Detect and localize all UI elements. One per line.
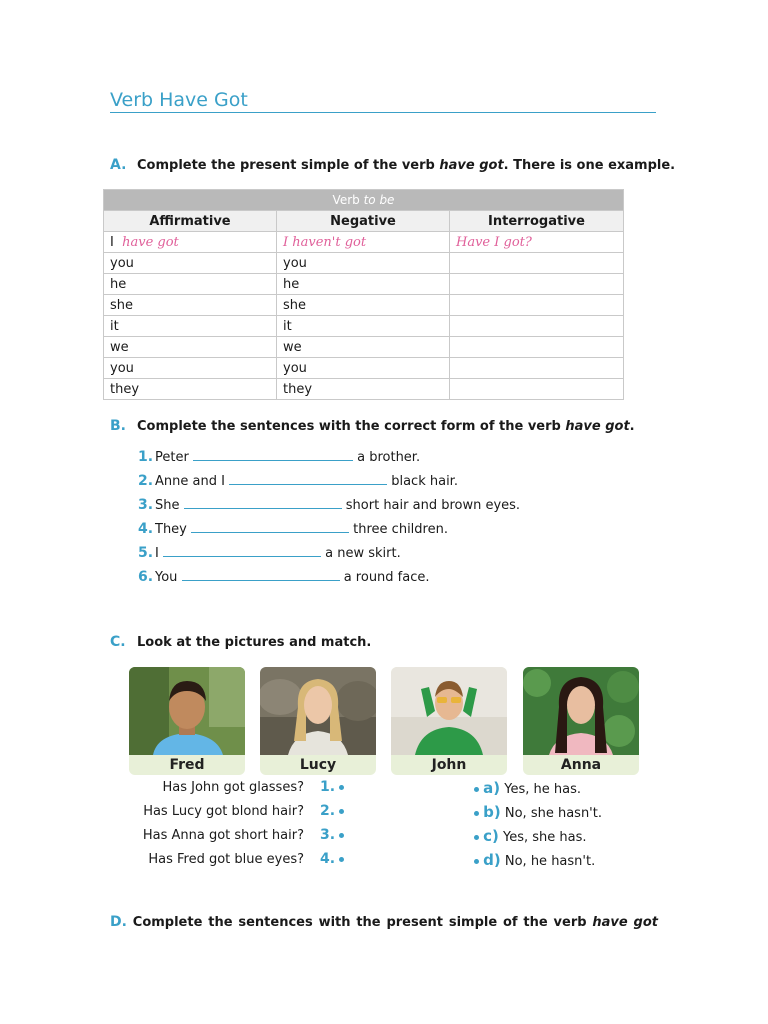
section-d-letter: D. [110, 914, 127, 930]
table-row [104, 232, 624, 253]
interrogative-cell[interactable] [450, 379, 624, 400]
interrogative-cell[interactable] [450, 295, 624, 316]
sentence-item [138, 521, 448, 537]
answer-letter: d) [483, 851, 501, 869]
sentence-end: short hair and brown eyes. [345, 498, 521, 513]
match-question-marker[interactable] [320, 827, 344, 843]
table-caption [104, 190, 624, 211]
girl-photo [260, 667, 376, 755]
sentence-item [138, 497, 520, 513]
table-row [104, 295, 624, 316]
negative-cell: we [277, 337, 450, 358]
section-b-text-2: . [629, 419, 635, 434]
section-d-word: Complete [132, 915, 203, 930]
section-b-text-1: Complete the sentences with the correct form of the verb [137, 419, 566, 434]
boy-photo [129, 667, 245, 755]
answer-blank[interactable] [184, 497, 342, 509]
affirmative-cell: he [104, 274, 277, 295]
section-d-word: simple [448, 915, 498, 930]
section-d-word: the [356, 915, 381, 930]
match-dot[interactable] [339, 857, 344, 862]
sentence-number: 2. [138, 473, 154, 489]
answer-text: No, she hasn't. [504, 806, 602, 821]
example-pronoun: I [110, 234, 114, 250]
match-question: Has Fred got blue eyes? [148, 852, 304, 867]
section-c-instruction: Look at the pictures and match. [137, 635, 372, 650]
affirmative-cell: you [104, 358, 277, 379]
example-negative-cell [277, 232, 450, 253]
section-a-instruction [137, 158, 675, 173]
answer-blank[interactable] [229, 473, 387, 485]
question-number: 3. [320, 827, 336, 843]
sentence-number: 5. [138, 545, 154, 561]
section-b-letter: B. [110, 418, 126, 434]
sentence-start: I [155, 546, 159, 561]
example-negative: I haven't got [283, 234, 367, 250]
interrogative-cell[interactable] [450, 337, 624, 358]
sentence-number: 3. [138, 497, 154, 513]
negative-cell: you [277, 253, 450, 274]
answer-text: No, he hasn't. [504, 854, 596, 869]
match-dot[interactable] [474, 811, 479, 816]
sentence-item [138, 545, 401, 561]
interrogative-cell[interactable] [450, 316, 624, 337]
person-name: Anna [560, 757, 602, 773]
answer-blank[interactable] [163, 545, 321, 557]
match-question-marker[interactable] [320, 851, 344, 867]
negative-cell: he [277, 274, 450, 295]
header-affirmative: Affirmative [104, 211, 277, 232]
girl-long-hair-photo [523, 667, 639, 755]
affirmative-cell: she [104, 295, 277, 316]
sentence-end: a new skirt. [325, 546, 401, 561]
table-caption-text: Verb [332, 193, 364, 207]
section-d-word-em: have [592, 915, 628, 930]
negative-cell: they [277, 379, 450, 400]
answer-blank[interactable] [193, 449, 353, 461]
section-c-heading [110, 634, 371, 650]
section-a-text-1: Complete the present simple of the verb [137, 158, 440, 173]
match-answer[interactable] [474, 803, 602, 821]
sentence-start: You [155, 570, 178, 585]
match-question: Has John got glasses? [162, 780, 304, 795]
picture-card-fred [129, 667, 245, 775]
sentence-item [138, 569, 430, 585]
negative-cell: it [277, 316, 450, 337]
match-dot[interactable] [474, 787, 479, 792]
example-affirmative: have got [122, 234, 179, 250]
boy-with-glasses-photo [391, 667, 507, 755]
section-b-text-em: have got [565, 419, 630, 434]
person-name: Fred [169, 757, 205, 773]
question-number: 2. [320, 803, 336, 819]
sentence-start: Anne and I [155, 474, 225, 489]
answer-text: Yes, she has. [503, 830, 587, 845]
verb-table [103, 189, 624, 400]
match-dot[interactable] [474, 835, 479, 840]
answer-blank[interactable] [182, 569, 340, 581]
match-answer[interactable] [474, 851, 595, 869]
person-name: John [431, 757, 467, 773]
answer-letter: a) [483, 779, 501, 797]
match-question: Has Anna got short hair? [142, 828, 304, 843]
table-row [104, 358, 624, 379]
section-c-letter: C. [110, 634, 126, 650]
section-a-heading [110, 157, 675, 173]
worksheet-title: Verb Have Got [110, 89, 656, 113]
sentence-start: They [155, 522, 187, 537]
affirmative-cell: we [104, 337, 277, 358]
affirmative-cell: it [104, 316, 277, 337]
picture-card-lucy [260, 667, 376, 775]
sentence-end: black hair. [391, 474, 458, 489]
interrogative-cell[interactable] [450, 253, 624, 274]
section-d-word: with [318, 915, 351, 930]
section-d-word: present [386, 915, 444, 930]
sentence-number: 1. [138, 449, 154, 465]
interrogative-cell[interactable] [450, 274, 624, 295]
section-d-word: the [208, 915, 233, 930]
table-row [104, 316, 624, 337]
match-question: Has Lucy got blond hair? [143, 804, 304, 819]
match-dot[interactable] [339, 785, 344, 790]
sentence-start: Peter [155, 450, 189, 465]
section-d-word-em: got [633, 915, 658, 930]
sentence-number: 4. [138, 521, 154, 537]
section-b-heading [110, 418, 635, 434]
section-d-word: the [523, 915, 548, 930]
section-d-word: of [503, 915, 518, 930]
match-dot[interactable] [339, 809, 344, 814]
table-row [104, 379, 624, 400]
header-interrogative: Interrogative [450, 211, 624, 232]
table-row [104, 337, 624, 358]
match-answer[interactable] [474, 827, 587, 845]
sentence-end: a brother. [357, 450, 421, 465]
section-d-heading [110, 914, 658, 930]
header-negative: Negative [277, 211, 450, 232]
person-name: Lucy [299, 757, 337, 773]
affirmative-cell: they [104, 379, 277, 400]
example-affirmative-cell [104, 232, 277, 253]
answer-letter: c) [483, 827, 499, 845]
answer-blank[interactable] [191, 521, 349, 533]
match-dot[interactable] [339, 833, 344, 838]
match-dot[interactable] [474, 859, 479, 864]
question-number: 4. [320, 851, 336, 867]
sentence-item [138, 449, 420, 465]
answer-letter: b) [483, 803, 501, 821]
picture-card-john [391, 667, 507, 775]
section-d-word: verb [553, 915, 587, 930]
match-answer[interactable] [474, 779, 581, 797]
section-a-text-em: have got [439, 158, 504, 173]
sentence-item [138, 473, 458, 489]
table-caption-em: to be [363, 193, 395, 207]
negative-cell: you [277, 358, 450, 379]
affirmative-cell: you [104, 253, 277, 274]
section-a-letter: A. [110, 157, 127, 173]
sentence-end: a round face. [343, 570, 430, 585]
match-question-marker[interactable] [320, 803, 344, 819]
example-interrogative: Have I got? [456, 234, 532, 250]
negative-cell: she [277, 295, 450, 316]
table-row [104, 274, 624, 295]
section-b-instruction [137, 419, 635, 434]
section-a-text-2: . There is one example. [503, 158, 676, 173]
sentence-end: three children. [353, 522, 448, 537]
example-interrogative-cell [450, 232, 624, 253]
sentence-start: She [155, 498, 180, 513]
table-row [104, 253, 624, 274]
answer-text: Yes, he has. [504, 782, 581, 797]
section-d-word: sentences [238, 915, 313, 930]
sentence-number: 6. [138, 569, 154, 585]
interrogative-cell[interactable] [450, 358, 624, 379]
question-number: 1. [320, 779, 336, 795]
picture-card-anna [523, 667, 639, 775]
match-question-marker[interactable] [320, 779, 344, 795]
